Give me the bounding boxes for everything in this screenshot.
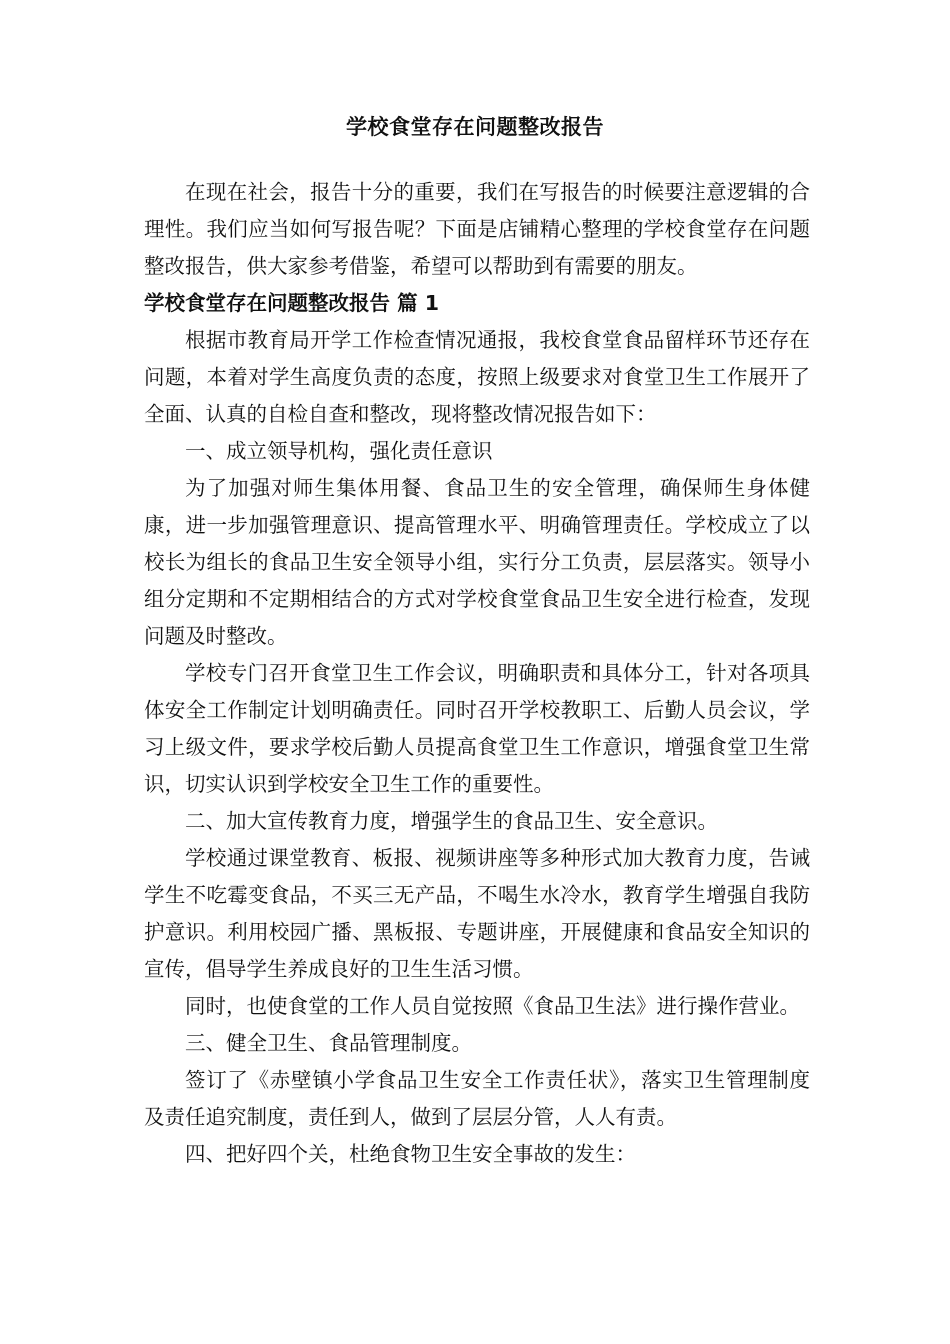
intro-paragraph: 在现在社会，报告十分的重要，我们在写报告的时候要注意逻辑的合理性。我们应当如何写报告呢？下面是店铺精心整理的学校食堂存在问题整改报告，供大家参考借鉴，希望可以帮助到有需要的朋友。	[144, 180, 810, 278]
body-paragraph: 同时，也使食堂的工作人员自觉按照《食品卫生法》进行操作营业。	[185, 994, 800, 1018]
body-paragraph: 签订了《赤壁镇小学食品卫生安全工作责任状》，落实卫生管理制度及责任追究制度，责任到人，做到了层层分管，人人有责。	[144, 1068, 810, 1129]
body-paragraph: 根据市教育局开学工作检查情况通报，我校食堂食品留样环节还存在问题，本着对学生高度负责的态度，按照上级要求对食堂卫生工作展开了全面、认真的自检自查和整改，现将整改情况报告如下：	[144, 328, 810, 426]
section-heading: 学校食堂存在问题整改报告 篇 1	[144, 291, 440, 315]
body-paragraph: 学校通过课堂教育、板报、视频讲座等多种形式加大教育力度，告诫学生不吃霉变食品，不买三无产品，不喝生水冷水，教育学生增强自我防护意识。利用校园广播、黑板报、专题讲座，开展健康和食品安全知识的宣传，倡导学生养成良好的卫生生活习惯。	[144, 846, 810, 981]
document-body	[144, 174, 810, 1173]
document-title: 学校食堂存在问题整改报告	[346, 115, 604, 139]
subheading-paragraph: 四、把好四个关，杜绝食物卫生安全事故的发生：	[185, 1142, 636, 1166]
subheading-paragraph: 三、健全卫生、食品管理制度。	[185, 1031, 472, 1055]
subheading-paragraph: 二、加大宣传教育力度，增强学生的食品卫生、安全意识。	[185, 809, 718, 833]
subheading-paragraph: 一、成立领导机构，强化责任意识	[185, 439, 493, 463]
body-paragraph: 为了加强对师生集体用餐、食品卫生的安全管理，确保师生身体健康，进一步加强管理意识、提高管理水平、明确管理责任。学校成立了以校长为组长的食品卫生安全领导小组，实行分工负责，层层落实。领导小组分定期和不定期相结合的方式对学校食堂食品卫生安全进行检查，发现问题及时整改。	[144, 476, 810, 648]
body-paragraph: 学校专门召开食堂卫生工作会议，明确职责和具体分工，针对各项具体安全工作制定计划明确责任。同时召开学校教职工、后勤人员会议，学习上级文件，要求学校后勤人员提高食堂卫生工作意识，增强食堂卫生常识，切实认识到学校安全卫生工作的重要性。	[144, 661, 810, 796]
